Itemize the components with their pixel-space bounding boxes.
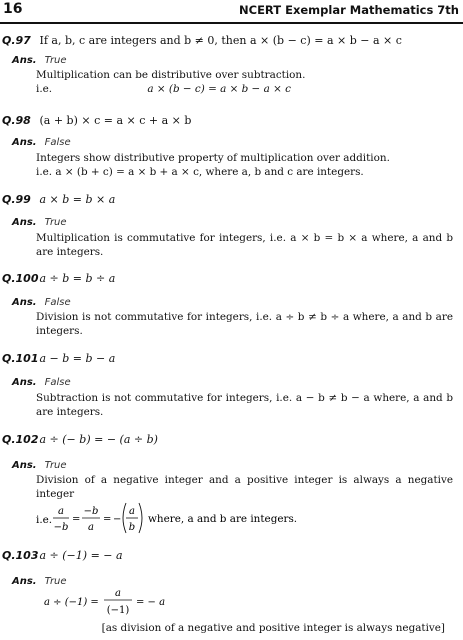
explanation-text: Division is not commutative for integers, i.e. a ÷ b ≠ b ÷ a where, a and b are integers. bbox=[36, 311, 453, 337]
explanation-text: Multiplication is commutative for integers, i.e. a × b = b × a where, a and b are integers. bbox=[36, 232, 453, 258]
ie-line bbox=[36, 83, 453, 97]
question-text: If a, b, c are integers and b ≠ 0, then a × (b − c) = a × b − a × c bbox=[39, 34, 402, 47]
question-98 bbox=[2, 114, 459, 128]
equals-sign: = bbox=[103, 514, 112, 525]
question-number: Q.97 bbox=[2, 34, 31, 47]
answer-label: Ans. bbox=[12, 55, 37, 66]
answer-value: False bbox=[44, 377, 71, 388]
answer-value: True bbox=[44, 217, 67, 228]
answer-label: Ans. bbox=[12, 576, 37, 587]
question-number: Q.103 bbox=[2, 549, 39, 562]
question-text: a ÷ (− b) = − (a ÷ b) bbox=[39, 433, 158, 446]
answer-value: False bbox=[44, 297, 71, 308]
ie-label: i.e. bbox=[36, 82, 53, 95]
answer-101 bbox=[12, 376, 71, 389]
question-number: Q.101 bbox=[2, 352, 39, 365]
left-paren bbox=[123, 503, 126, 533]
division-expression bbox=[44, 584, 244, 620]
question-text: a ÷ (−1) = − a bbox=[39, 549, 123, 562]
lhs-expression: a ÷ (−1) = bbox=[44, 597, 99, 608]
ie-line: i.e. a × (b + c) = a × b + a × c, where a, b and c are integers. bbox=[36, 165, 364, 178]
fraction-denominator-a: a bbox=[88, 522, 94, 533]
question-text: a × b = b × a bbox=[39, 193, 116, 206]
answer-value: True bbox=[44, 55, 67, 66]
explanation-text: Integers show distributive property of multiplication over addition. bbox=[36, 152, 390, 164]
page-number: 16 bbox=[3, 1, 23, 17]
answer-label: Ans. bbox=[12, 137, 37, 148]
question-100 bbox=[2, 272, 459, 286]
page-header bbox=[0, 0, 463, 24]
rhs-expression: = − a bbox=[136, 597, 166, 608]
note-text: [as division of a negative and positive integer is always negative] bbox=[101, 622, 445, 634]
question-103 bbox=[2, 549, 459, 563]
question-text: a ÷ b = b ÷ a bbox=[39, 272, 116, 285]
question-text: a − b = b − a bbox=[39, 352, 116, 365]
answer-102 bbox=[12, 459, 67, 472]
explanation-100 bbox=[36, 311, 453, 338]
answer-100 bbox=[12, 296, 71, 309]
question-number: Q.100 bbox=[2, 272, 39, 285]
answer-99 bbox=[12, 216, 67, 229]
right-paren bbox=[139, 503, 142, 533]
answer-value: True bbox=[44, 576, 67, 587]
question-number: Q.98 bbox=[2, 114, 31, 127]
fraction-numerator-a: a bbox=[129, 506, 135, 517]
question-number: Q.99 bbox=[2, 193, 31, 206]
fraction-caption: where, a and b are integers. bbox=[148, 513, 298, 525]
explanation-text: Multiplication can be distributive over subtraction. bbox=[36, 69, 306, 81]
explanation-102 bbox=[36, 474, 453, 501]
question-99 bbox=[2, 193, 459, 207]
fraction-numerator-neg-b: −b bbox=[83, 506, 99, 517]
explanation-101 bbox=[36, 392, 453, 419]
answer-label: Ans. bbox=[12, 297, 37, 308]
fraction-denominator-b: b bbox=[128, 522, 136, 533]
ie-label: i.e. bbox=[36, 514, 53, 526]
explanation-text: Division of a negative integer and a positive integer is always a negative integer bbox=[36, 474, 453, 500]
question-number: Q.102 bbox=[2, 433, 39, 446]
answer-label: Ans. bbox=[12, 377, 37, 388]
answer-label: Ans. bbox=[12, 217, 37, 228]
question-97 bbox=[2, 34, 459, 48]
answer-value: False bbox=[44, 137, 71, 148]
explanation-99 bbox=[36, 232, 453, 259]
explanation-98 bbox=[36, 152, 453, 179]
question-102 bbox=[2, 433, 459, 447]
explanation-97 bbox=[36, 69, 453, 96]
answer-98 bbox=[12, 136, 71, 149]
ie-expression: a × (b − c) = a × b − a × c bbox=[147, 82, 291, 95]
minus-sign: − bbox=[113, 514, 122, 525]
fraction-expression bbox=[36, 500, 298, 540]
fraction-numerator-a: a bbox=[115, 588, 121, 599]
equals-sign: = bbox=[72, 514, 81, 525]
explanation-text: Subtraction is not commutative for integers, i.e. a − b ≠ b − a where, a and b are integers. bbox=[36, 392, 453, 418]
answer-label: Ans. bbox=[12, 460, 37, 471]
question-101 bbox=[2, 352, 459, 366]
book-title: NCERT Exemplar Mathematics 7th bbox=[239, 3, 459, 17]
fraction-numerator-a: a bbox=[58, 506, 64, 517]
answer-value: True bbox=[44, 460, 67, 471]
question-text: (a + b) × c = a × c + a × b bbox=[39, 114, 192, 127]
answer-97 bbox=[12, 54, 67, 67]
fraction-denominator-minus-one: (−1) bbox=[106, 605, 130, 616]
fraction-denominator-neg-b: −b bbox=[53, 522, 69, 533]
